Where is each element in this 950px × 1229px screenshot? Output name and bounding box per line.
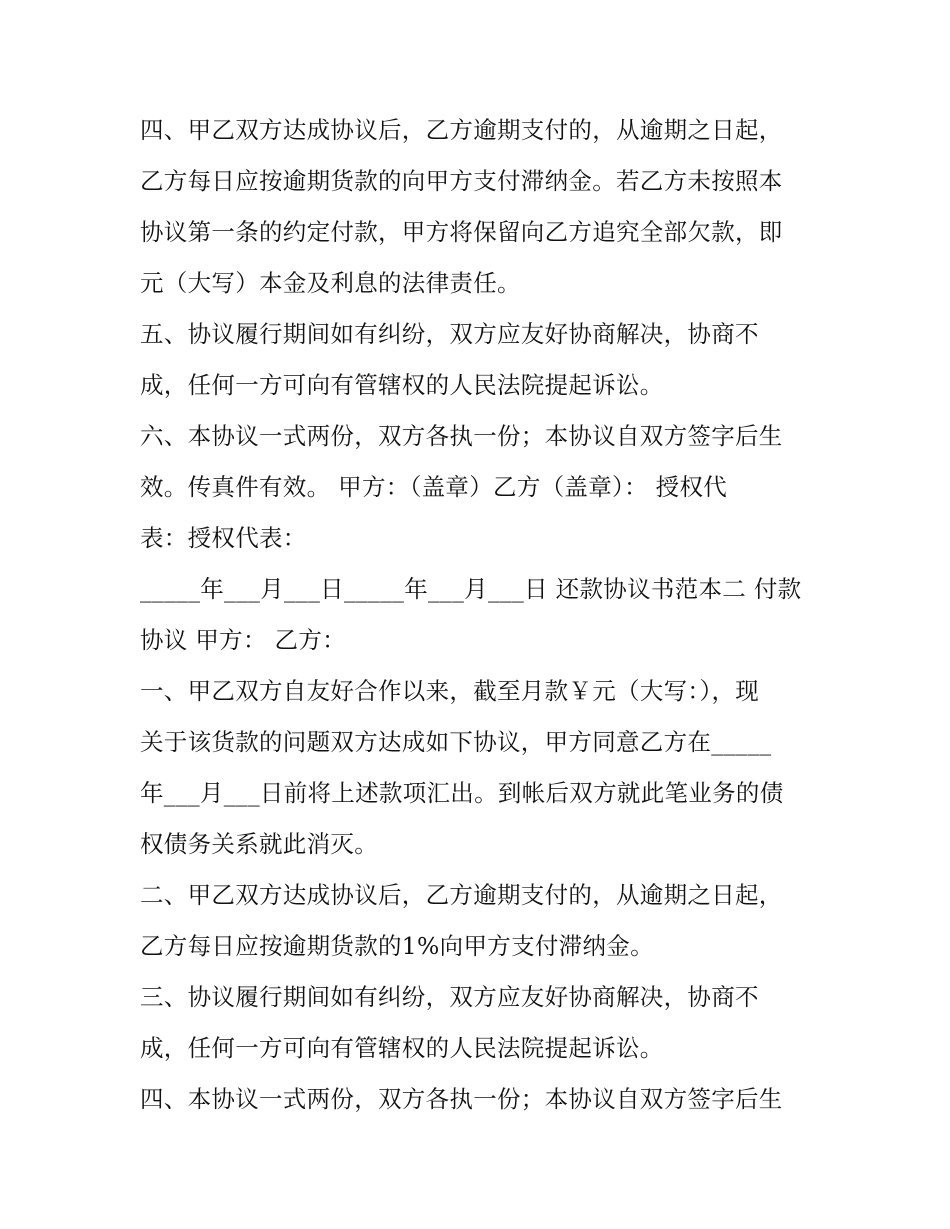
text-line: 一、甲乙双方自友好合作以来，截至月款￥元（大写：），现 [140,677,760,705]
text-line: 四、本协议一式两份，双方各执一份；本协议自双方签字后生 [140,1085,783,1113]
text-line: 关于该货款的问题双方达成如下协议，甲方同意乙方在_____ [140,728,772,756]
text-line: 协议第一条的约定付款，甲方将保留向乙方追究全部欠款，即 [140,218,783,246]
text-line: 五、协议履行期间如有纠纷，双方应友好协商解决，协商不 [140,320,759,348]
text-line: 二、甲乙双方达成协议后，乙方逾期支付的，从逾期之日起， [140,881,783,909]
text-line: 乙方每日应按逾期货款的1%向甲方支付滞纳金。 [140,932,654,960]
text-line: 协议 甲方： 乙方： [140,626,346,654]
text-line: 成，任何一方可向有管辖权的人民法院提起诉讼。 [140,1034,664,1062]
text-line: 乙方每日应按逾期货款的向甲方支付滞纳金。若乙方未按照本 [140,167,783,195]
text-line: 成，任何一方可向有管辖权的人民法院提起诉讼。 [140,371,664,399]
text-line: 权债务关系就此消灭。 [140,830,378,858]
text-line: 年___月___日前将上述款项汇出。到帐后双方就此笔业务的债 [140,779,784,807]
text-line: 元（大写）本金及利息的法律责任。 [140,269,521,297]
text-line: 三、协议履行期间如有纠纷，双方应友好协商解决，协商不 [140,983,759,1011]
text-line: 四、甲乙双方达成协议后，乙方逾期支付的，从逾期之日起， [140,116,783,144]
text-line: 六、本协议一式两份，双方各执一份；本协议自双方签字后生 [140,422,783,450]
text-line: _____年___月___日_____年___月___日 还款协议书范本二 付款 [140,575,802,603]
document-body [140,105,820,1125]
text-line: 效。传真件有效。 甲方：（盖章）乙方（盖章）： 授权代 [140,473,728,501]
text-line: 表：授权代表： [140,524,307,552]
